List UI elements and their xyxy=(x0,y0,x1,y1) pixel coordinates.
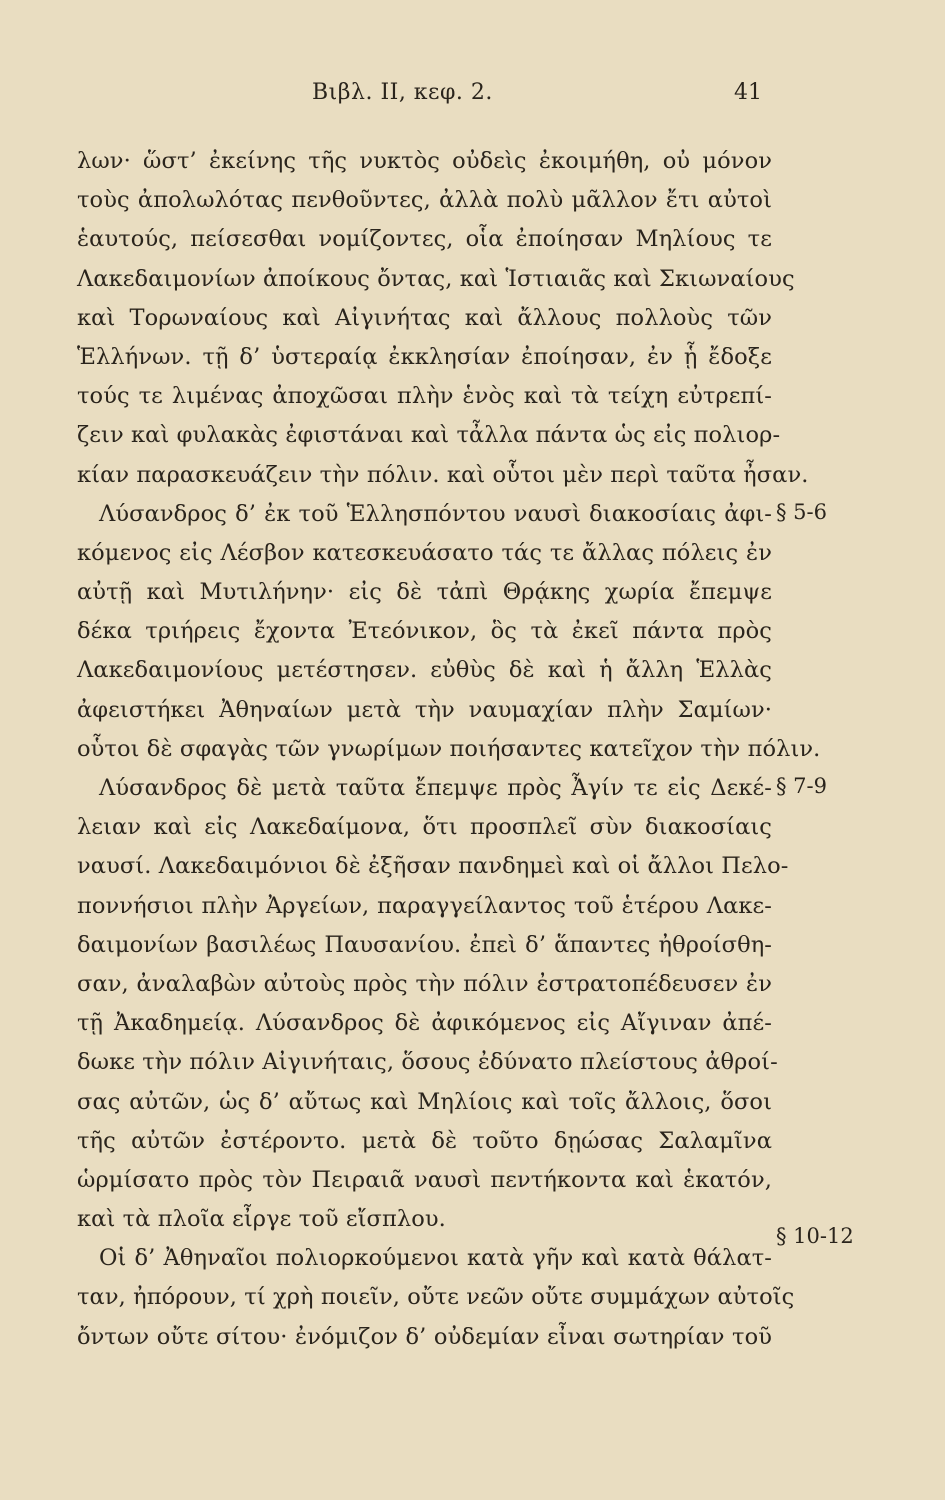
text-line: ταν, ἠπόρουν, τί χρὴ ποιεῖν, οὔτε νεῶν οὔτε συμμάχων αὐτοῖς xyxy=(77,1284,795,1311)
page-number: 41 xyxy=(734,80,762,105)
text-line: δέκα τριήρεις ἔχοντα Ἐτεόνικον, ὃς τὰ ἐκεῖ πάντα πρὸς xyxy=(77,618,772,645)
text-line: ὄντων οὔτε σίτου· ἐνόμιζον δ’ οὐδεμίαν εἶναι σωτηρίαν τοῦ xyxy=(77,1323,772,1350)
text-line: τοὺς ἀπολωλότας πενθοῦντες, ἀλλὰ πολὺ μᾶλλον ἔτι αὐτοὶ xyxy=(77,187,772,214)
text-line: καὶ Τορωναίους καὶ Αἰγινήτας καὶ ἄλλους πολλοὺς τῶν xyxy=(77,304,772,331)
margin-note-section: § 5-6 xyxy=(776,500,827,524)
text-line: λων· ὥστ’ ἐκείνης τῆς νυκτὸς οὐδεὶς ἐκοιμήθη, οὐ μόνον xyxy=(77,148,772,174)
text-line: Λύσανδρος δὲ μετὰ ταῦτα ἔπεμψε πρὸς Ἆγίν τε εἰς Δεκέ- xyxy=(99,775,772,801)
margin-note-section: § 10-12 xyxy=(776,1224,854,1248)
text-line: κίαν παρασκευάζειν τὴν πόλιν. καὶ οὗτοι μὲν περὶ ταῦτα ἦσαν. xyxy=(77,461,809,488)
text-line: τῇ Ἀκαδημείᾳ. Λύσανδρος δὲ ἀφικόμενος εἰς Αἴγιναν ἀπέ- xyxy=(77,1010,772,1037)
text-line: ἀφειστήκει Ἀθηναίων μετὰ τὴν ναυμαχίαν πλὴν Σαμίων· xyxy=(77,696,772,723)
text-line: τῆς αὐτῶν ἐστέροντο. μετὰ δὲ τοῦτο δῃώσας Σαλαμῖνα xyxy=(77,1127,772,1154)
text-line: Λακεδαιμονίους μετέστησεν. εὐθὺς δὲ καὶ ἡ ἄλλη Ἑλλὰς xyxy=(77,657,772,684)
text-line: λειαν καὶ εἰς Λακεδαίμονα, ὅτι προσπλεῖ σὺν διακοσίαις xyxy=(77,814,772,841)
text-line: αὐτῇ καὶ Μυτιλήνην· εἰς δὲ τἀπὶ Θρᾴκης χωρία ἔπεμψε xyxy=(77,579,772,606)
text-line: οὗτοι δὲ σφαγὰς τῶν γνωρίμων ποιήσαντες κατεῖχον τὴν πόλιν. xyxy=(77,735,821,762)
text-line: ζειν καὶ φυλακὰς ἐφιστάναι καὶ τἆλλα πάντα ὡς εἰς πολιορ- xyxy=(77,422,781,449)
text-line: Οἱ δ’ Ἀθηναῖοι πολιορκούμενοι κατὰ γῆν καὶ κατὰ θάλατ- xyxy=(99,1245,772,1272)
text-line: ναυσί. Λακεδαιμόνιοι δὲ ἐξῆσαν πανδημεὶ καὶ οἱ ἄλλοι Πελο- xyxy=(77,853,789,880)
text-line: καὶ τὰ πλοῖα εἶργε τοῦ εἴσπλου. xyxy=(77,1206,446,1233)
margin-note-section: § 7-9 xyxy=(776,774,827,798)
text-line: σας αὐτῶν, ὡς δ’ αὔτως καὶ Μηλίοις καὶ τοῖς ἄλλοις, ὅσοι xyxy=(77,1088,772,1115)
page-header xyxy=(0,80,945,112)
text-line: τούς τε λιμένας ἀποχῶσαι πλὴν ἑνὸς καὶ τὰ τείχη εὐτρεπί- xyxy=(77,383,772,410)
text-line: σαν, ἀναλαβὼν αὐτοὺς πρὸς τὴν πόλιν ἐστρατοπέδευσεν ἐν xyxy=(77,970,772,997)
text-line: Λακεδαιμονίων ἀποίκους ὄντας, καὶ Ἱστιαιᾶς καὶ Σκιωναίους xyxy=(77,265,795,292)
running-head: Βιβλ. II, κεφ. 2. xyxy=(312,80,493,105)
text-line: κόμενος εἰς Λέσβον κατεσκευάσατο τάς τε ἄλλας πόλεις ἐν xyxy=(77,539,772,566)
text-line: ποννήσιοι πλὴν Ἀργείων, παραγγείλαντος τοῦ ἑτέρου Λακε- xyxy=(77,892,772,919)
text-line: Ἑλλήνων. τῇ δ’ ὑστεραίᾳ ἐκκλησίαν ἐποίησαν, ἐν ᾗ ἔδοξε xyxy=(77,343,772,370)
text-line: δαιμονίων βασιλέως Παυσανίου. ἐπεὶ δ’ ἅπαντες ἠθροίσθη- xyxy=(77,931,772,958)
text-line: δωκε τὴν πόλιν Αἰγινήταις, ὅσους ἐδύνατο πλείστους ἀθροί- xyxy=(77,1049,778,1076)
text-line: ὡρμίσατο πρὸς τὸν Πειραιᾶ ναυσὶ πεντήκοντα καὶ ἑκατόν, xyxy=(77,1166,772,1193)
text-line: ἑαυτούς, πείσεσθαι νομίζοντες, οἷα ἐποίησαν Μηλίους τε xyxy=(77,226,772,253)
text-line: Λύσανδρος δ’ ἐκ τοῦ Ἑλλησπόντου ναυσὶ διακοσίαις ἀφι- xyxy=(99,500,772,527)
